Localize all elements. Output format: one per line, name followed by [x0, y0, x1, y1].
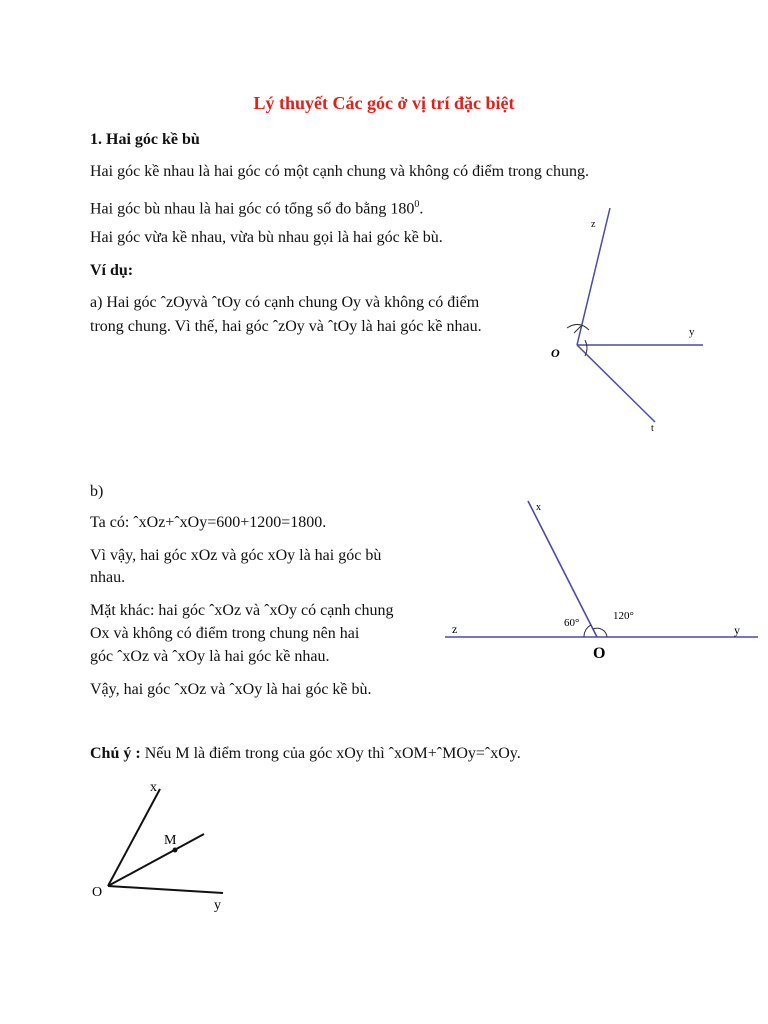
degree-superscript: 0	[414, 199, 420, 210]
angle-label-60: 60°	[564, 617, 580, 629]
definition-adjacent: Hai góc kề nhau là hai góc có một cạnh chung và không có điểm trong chung.	[90, 163, 589, 180]
example-label: Ví dụ:	[90, 262, 134, 279]
example-a-line1: a) Hai góc ˆzOyvà ˆtOy có cạnh chung Oy và không có điểm	[90, 294, 480, 311]
figure-supplementary-angles	[440, 495, 760, 670]
section-heading: 1. Hai góc kề bù	[90, 131, 200, 148]
example-b-label: b)	[90, 483, 104, 500]
label-o: O	[551, 346, 560, 360]
example-b-p2-line1: Mặt khác: hai góc ˆxOz và ˆxOy có cạnh chung	[90, 602, 394, 619]
ray-ox	[528, 501, 597, 637]
example-a-line2: trong chung. Vì thế, hai góc ˆzOy và ˆtOy là hai góc kề nhau.	[90, 318, 482, 335]
label-z: z	[452, 622, 458, 636]
figure-interior-point	[88, 775, 238, 915]
figure-adjacent-angles	[545, 200, 715, 440]
point-m	[173, 848, 178, 853]
label-m: M	[164, 833, 177, 848]
ray-ot	[577, 345, 655, 422]
example-b-p1-line2: nhau.	[90, 569, 126, 586]
label-y: y	[214, 898, 221, 913]
example-b-p2-line2: Ox và không có điểm trong chung nên hai	[90, 625, 360, 642]
note-label: Chú ý :	[90, 745, 141, 762]
label-z: z	[591, 219, 596, 230]
page-title: Lý thuyết Các góc ở vị trí đặc biệt	[253, 93, 515, 113]
example-b-p2-line3: góc ˆxOz và ˆxOy là hai góc kề nhau.	[90, 648, 330, 665]
note-text: Nếu M là điểm trong của góc xOy thì ˆxOM+ˆMOy=ˆxOy.	[140, 745, 521, 762]
label-o: O	[593, 645, 606, 662]
label-x: x	[150, 780, 157, 795]
angle-label-120: 120°	[613, 610, 634, 622]
ray-oy	[108, 886, 223, 893]
definition-supplementary-text: Hai góc bù nhau là hai góc có tổng số đo bằng 180	[90, 200, 415, 218]
label-t: t	[651, 423, 654, 434]
angle-arc-60	[584, 625, 591, 637]
definition-both: Hai góc vừa kề nhau, vừa bù nhau gọi là hai góc kề bù.	[90, 229, 443, 246]
label-y: y	[689, 326, 695, 338]
example-b-conclusion: Vậy, hai góc ˆxOz và ˆxOy là hai góc kề bù.	[90, 681, 372, 698]
definition-supplementary-end: .	[419, 200, 424, 218]
note	[90, 743, 521, 765]
label-y: y	[734, 623, 740, 637]
example-b-calc: Ta có: ˆxOz+ˆxOy=600+1200=1800.	[90, 514, 327, 531]
definition-supplementary	[90, 194, 423, 220]
label-o: O	[92, 885, 103, 900]
example-b-p1-line1: Vì vậy, hai góc xOz và góc xOy là hai góc bù	[90, 547, 382, 564]
label-x: x	[536, 502, 541, 513]
